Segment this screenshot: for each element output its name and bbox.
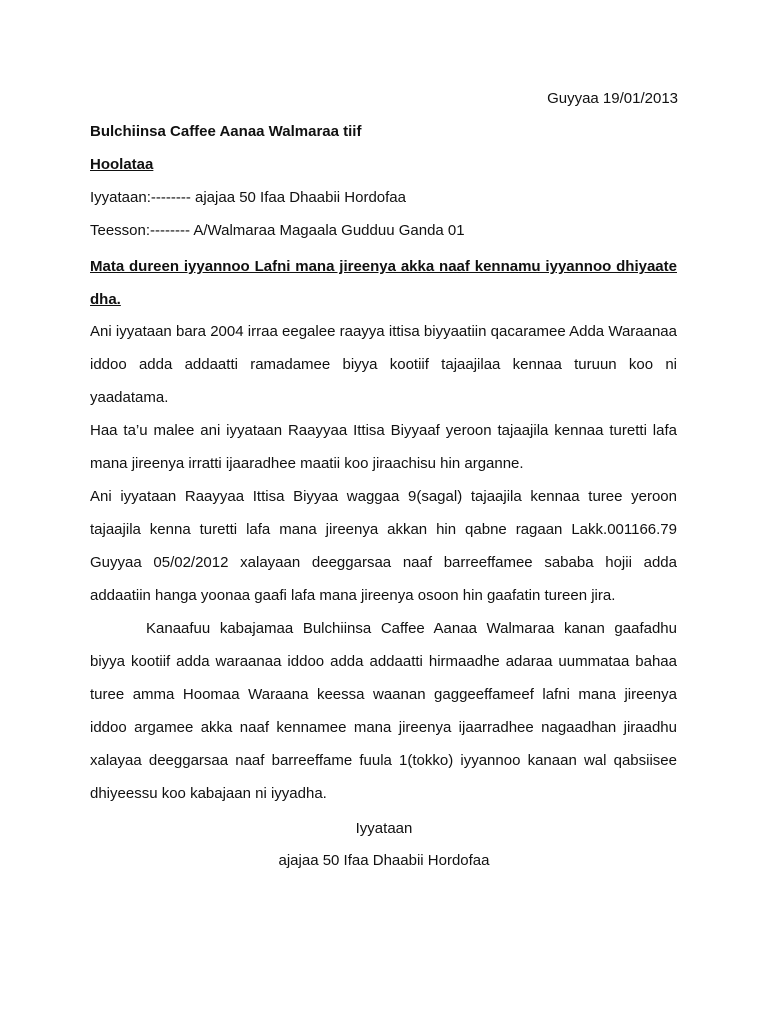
signature-title: Iyyataan	[355, 820, 413, 837]
signature-name: ajajaa 50 Ifaa Dhaabii Hordofaa	[278, 852, 490, 869]
recipient-line: Bulchiinsa Caffee Aanaa Walmaraa tiif	[90, 123, 362, 140]
paragraph-4: Kanaafuu kabajamaa Bulchiinsa Caffee Aanaa Walmaraa kanan gaafadhu biyya kootiif adda waraanaa iddoo adda addaatti hirmaadhe adaraa uummataa bahaa turee amma Hoomaa Waraana keessa waanan gaggeeffameef lafni mana jireenya iddoo argamee akka naaf kennamee mana jireenya ijaarradhee nagaadhan jiraadhu xalayaa deeggarsaa naaf barreeffame fuula 1(tokko) iyyannoo kanaan wal qabsiisee dhiyeessu koo kabajaan ni iyyadha.	[90, 620, 677, 802]
address-line: Teesson:-------- A/Walmaraa Magaala Gudduu Ganda 01	[90, 222, 465, 239]
paragraph-1: Ani iyyataan bara 2004 irraa eegalee raayya ittisa biyyaatiin qacaramee Adda Waraanaa iddoo adda addaatti ramadamee biyya kootiif tajaajilaa kennaa turuun koo ni yaadatama.	[90, 323, 677, 406]
location-line: Hoolataa	[90, 156, 154, 173]
sender-line: Iyyataan:-------- ajajaa 50 Ifaa Dhaabii Hordofaa	[90, 189, 406, 206]
letter-date: Guyyaa 19/01/2013	[547, 90, 678, 107]
subject-line: Mata dureen iyyannoo Lafni mana jireenya akka naaf kennamu iyyannoo dhiyaate dha.	[90, 258, 677, 308]
paragraph-3: Ani iyyataan Raayyaa Ittisa Biyyaa waggaa 9(sagal) tajaajila kennaa turee yeroon tajaajila kenna turetti lafa mana jireenya akkan hin qabne ragaan Lakk.001166.79 Guyyaa 05/02/2012 xalayaan deeggarsaa naaf barreeffamee sababa hojii adda addaatiin hanga yoonaa gaafi lafa mana jireenya osoon hin gaafatin tureen jira.	[90, 488, 677, 604]
paragraph-2: Haa ta’u malee ani iyyataan Raayyaa Ittisa Biyyaaf yeroon tajaajila kennaa turetti lafa mana jireenya irratti ijaaradhee maatii koo jiraachisu hin arganne.	[90, 422, 677, 472]
